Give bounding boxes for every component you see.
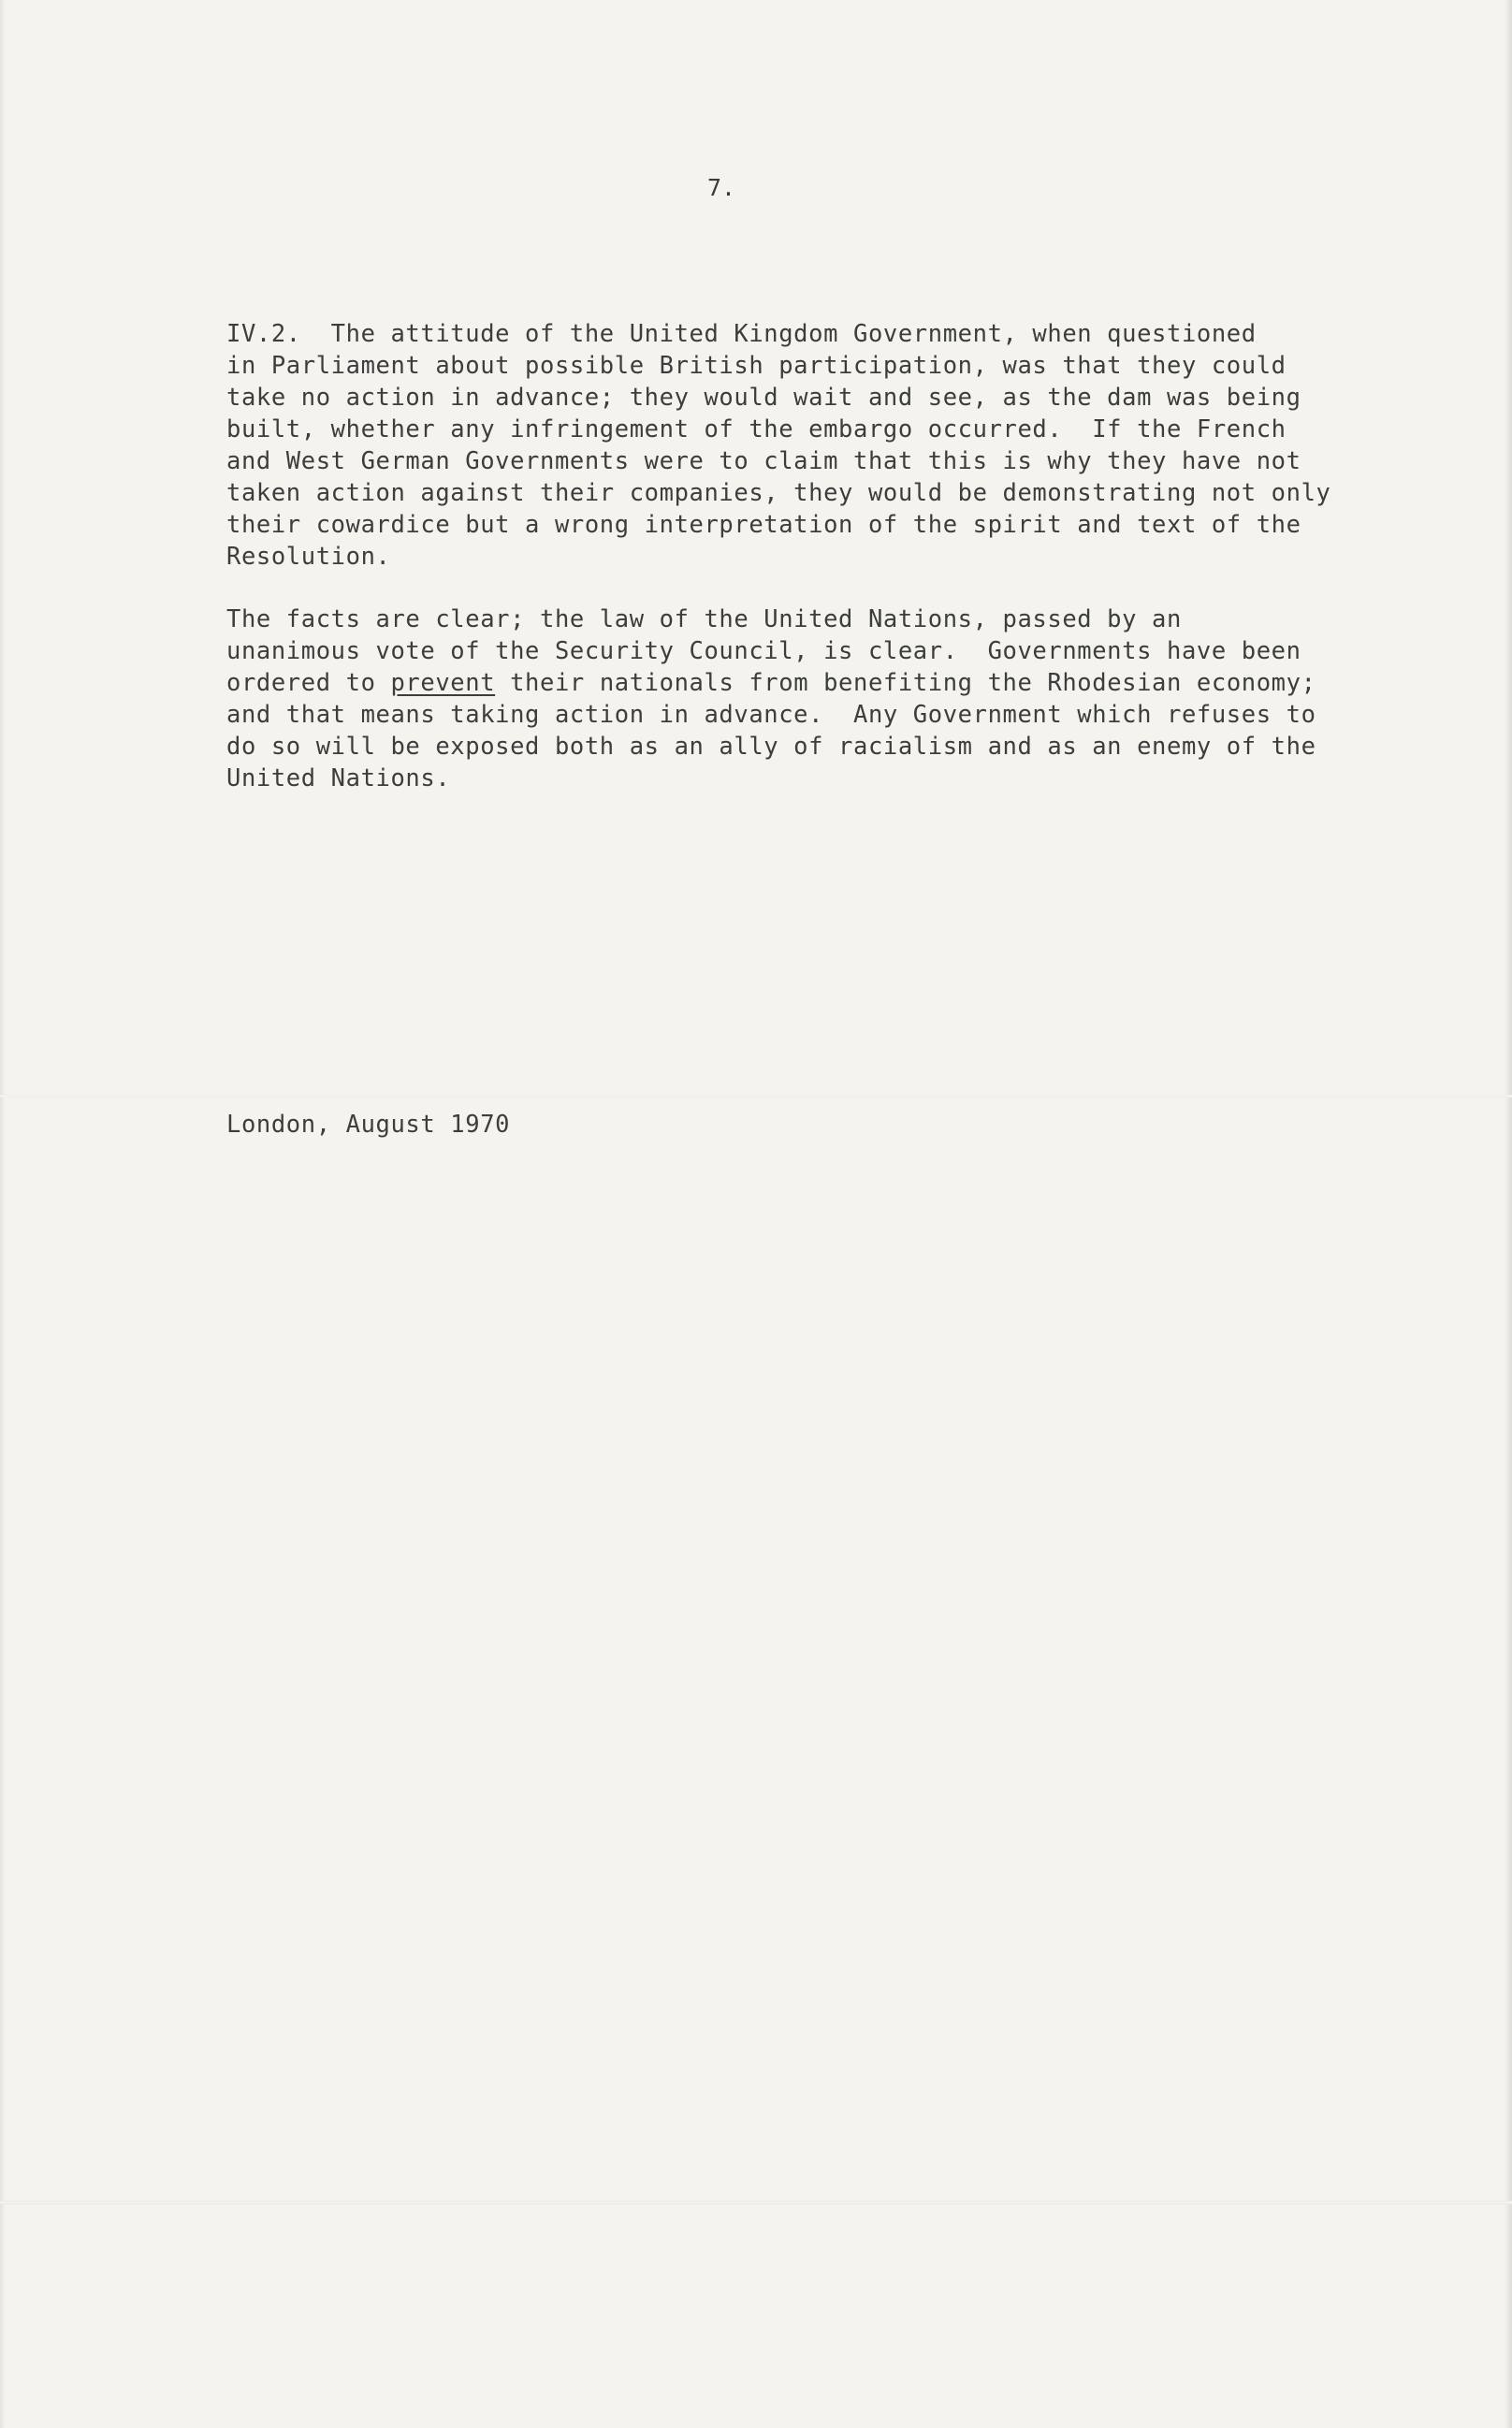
paper-fold xyxy=(0,2201,1512,2204)
text-line: take no action in advance; they would wait and see, as the dam was being xyxy=(226,384,1301,412)
page-number: 7. xyxy=(707,174,736,201)
text-line: in Parliament about possible British participation, was that they could xyxy=(226,352,1287,380)
text-line: United Nations. xyxy=(226,764,451,792)
text-line: and that means taking action in advance. Any Government which refuses to xyxy=(226,701,1316,729)
text-line xyxy=(226,667,1387,699)
text-line: built, whether any infringement of the embargo occurred. If the French xyxy=(226,415,1287,443)
text-line: Resolution. xyxy=(226,543,391,571)
underlined-word: prevent xyxy=(390,669,496,697)
paragraph-iv-2 xyxy=(226,318,1387,573)
text-line: and West German Governments were to claim that this is why they have not xyxy=(226,447,1301,475)
paper-left-edge xyxy=(0,0,6,2428)
text-line: unanimous vote of the Security Council, is clear. Governments have been xyxy=(226,637,1301,665)
paper-fold xyxy=(0,1095,1512,1098)
text-line: do so will be exposed both as an ally of racialism and as an enemy of the xyxy=(226,733,1316,761)
text-line: taken action against their companies, they would be demonstrating not only xyxy=(226,479,1331,507)
text-segment: ordered to xyxy=(226,669,391,697)
text-segment: their nationals from benefiting the Rhodesian economy; xyxy=(495,669,1316,697)
text-line: The facts are clear; the law of the United Nations, passed by an xyxy=(226,605,1182,633)
text-line: IV.2. The attitude of the United Kingdom Government, when questioned xyxy=(226,320,1257,348)
paragraph-conclusion xyxy=(226,603,1387,794)
text-line: their cowardice but a wrong interpretation of the spirit and text of the xyxy=(226,511,1301,539)
closing-place-date: London, August 1970 xyxy=(226,1111,511,1139)
paper-right-edge xyxy=(1505,0,1512,2428)
